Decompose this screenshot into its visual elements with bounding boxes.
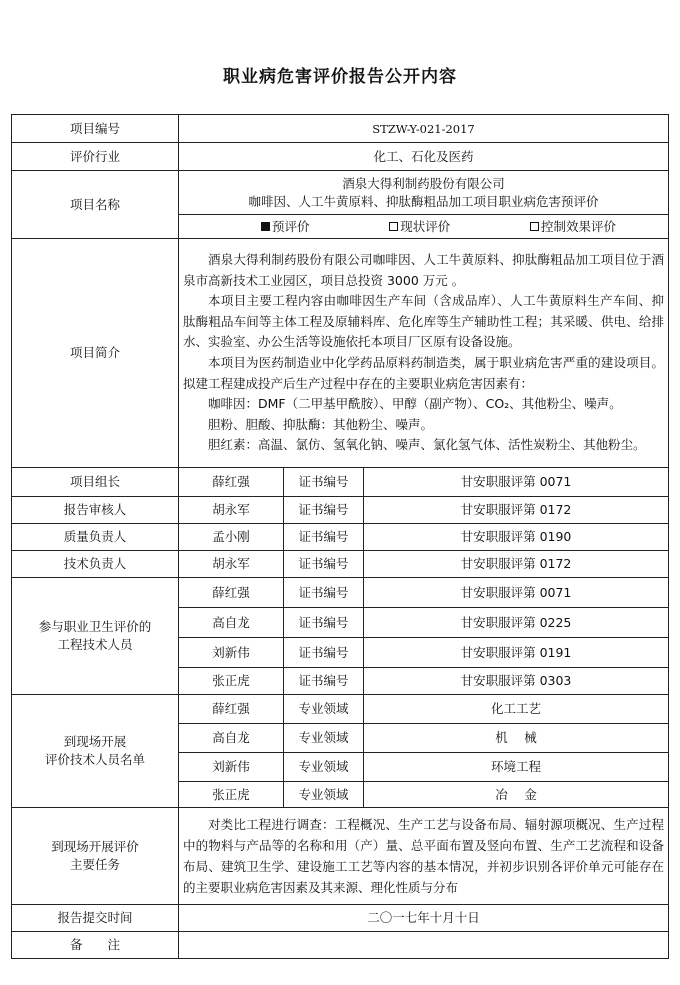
project-name-line2: 咖啡因、人工牛黄原料、抑肽酶粗品加工项目职业病危害预评价 — [248, 193, 599, 209]
onsite-label-line2: 评价技术人员名单 — [44, 752, 145, 767]
checkbox-empty-icon — [530, 222, 539, 231]
tech-label: 技术负责人 — [12, 551, 179, 578]
onsite-label-line1: 到现场开展 — [63, 734, 127, 749]
row-quality — [12, 524, 669, 551]
row-intro — [12, 239, 669, 468]
cert-label: 证书编号 — [284, 497, 364, 524]
tasks-label-line2: 主要任务 — [69, 857, 120, 872]
intro-paragraph: 咖啡因：DMF（二甲基甲酰胺）、甲醇（副产物）、CO₂、其他粉尘、噪声。 — [208, 396, 622, 412]
cert-label: 证书编号 — [284, 551, 364, 578]
industry-label: 评价行业 — [12, 143, 179, 171]
project-no-value: STZW-Y-021-2017 — [179, 115, 669, 143]
cert-label: 证书编号 — [284, 578, 364, 608]
tech-cert: 甘安职服评第 0172 — [364, 551, 669, 578]
row-project-name — [12, 171, 669, 215]
field-label: 专业领域 — [284, 695, 364, 724]
option-status-eval-label: 现状评价 — [400, 218, 451, 234]
option-control-eval-label: 控制效果评价 — [540, 218, 616, 234]
engineer-cert: 甘安职服评第 0225 — [364, 608, 669, 638]
engineers-label-line1: 参与职业卫生评价的 — [38, 619, 152, 634]
row-industry — [12, 143, 669, 171]
engineer-cert: 甘安职服评第 0303 — [364, 668, 669, 695]
quality-name: 孟小刚 — [179, 524, 284, 551]
quality-cert: 甘安职服评第 0190 — [364, 524, 669, 551]
option-pre-eval-label: 预评价 — [272, 218, 310, 234]
field-label: 专业领域 — [284, 782, 364, 808]
project-name-label: 项目名称 — [12, 171, 179, 239]
engineer-name: 高自龙 — [179, 608, 284, 638]
leader-name: 薛红强 — [179, 468, 284, 497]
tasks-text — [179, 808, 669, 905]
submit-value: 二〇一七年十月十日 — [179, 905, 669, 932]
intro-paragraph: 酒泉大得利制药股份有限公司咖啡因、人工牛黄原料、抑肽酶粗品加工项目位于酒泉市高新技术工业园区，项目总投资 3000 万元 。 — [183, 252, 664, 288]
option-status-eval[interactable] — [389, 218, 450, 236]
checkbox-checked-icon — [261, 222, 270, 231]
engineer-name: 张正虎 — [179, 668, 284, 695]
tech-name: 胡永军 — [179, 551, 284, 578]
row-reviewer — [12, 497, 669, 524]
quality-label: 质量负责人 — [12, 524, 179, 551]
row-engineer — [12, 578, 669, 608]
tasks-label-line1: 到现场开展评价 — [51, 839, 139, 854]
row-tasks — [12, 808, 669, 905]
engineers-label — [12, 578, 179, 695]
tasks-label — [12, 808, 179, 905]
tasks-paragraph: 对类比工程进行调查：工程概况、生产工艺与设备布局、辐射源项概况、生产过程中的物料与产品等的名称和用（产）量、总平面布置及竖向布置、生产工艺流程和设备布局、建筑卫生学、建设施工工艺等内容的基本情况，并初步识别各评价单元可能存在的主要职业病危害因素及其来源、理化性质与分布 — [183, 817, 664, 895]
onsite-name: 高自龙 — [179, 724, 284, 753]
cert-label: 证书编号 — [284, 468, 364, 497]
engineers-label-line2: 工程技术人员 — [57, 637, 133, 652]
reviewer-name: 胡永军 — [179, 497, 284, 524]
onsite-field: 冶 金 — [364, 782, 669, 808]
row-leader — [12, 468, 669, 497]
field-label: 专业领域 — [284, 753, 364, 782]
cert-label: 证书编号 — [284, 524, 364, 551]
onsite-name: 张正虎 — [179, 782, 284, 808]
onsite-field: 化工工艺 — [364, 695, 669, 724]
leader-cert: 甘安职服评第 0071 — [364, 468, 669, 497]
industry-value: 化工、石化及医药 — [179, 143, 669, 171]
reviewer-label: 报告审核人 — [12, 497, 179, 524]
project-no-label: 项目编号 — [12, 115, 179, 143]
engineer-cert: 甘安职服评第 0191 — [364, 638, 669, 668]
intro-paragraph: 本项目为医药制造业中化学药品原料药制造类，属于职业病危害严重的建设项目。拟建工程建成投产后生产过程中存在的主要职业病危害因素有： — [183, 355, 664, 391]
row-remark — [12, 932, 669, 959]
project-name-value — [179, 171, 669, 215]
row-onsite — [12, 695, 669, 724]
field-label: 专业领域 — [284, 724, 364, 753]
option-pre-eval[interactable] — [261, 218, 310, 236]
report-table — [11, 114, 669, 959]
project-name-line1: 酒泉大得利制药股份有限公司 — [342, 175, 505, 191]
option-control-eval[interactable] — [530, 218, 616, 236]
intro-paragraph: 胆粉、胆酸、抑肽酶：其他粉尘、噪声。 — [208, 416, 434, 432]
cert-label: 证书编号 — [284, 668, 364, 695]
intro-text — [179, 239, 669, 468]
cert-label: 证书编号 — [284, 608, 364, 638]
onsite-field: 环境工程 — [364, 753, 669, 782]
onsite-field: 机 械 — [364, 724, 669, 753]
checkbox-empty-icon — [389, 222, 398, 231]
eval-type-options — [179, 215, 669, 239]
row-project-no — [12, 115, 669, 143]
onsite-name: 薛红强 — [179, 695, 284, 724]
engineer-name: 刘新伟 — [179, 638, 284, 668]
row-tech — [12, 551, 669, 578]
remark-value — [179, 932, 669, 959]
reviewer-cert: 甘安职服评第 0172 — [364, 497, 669, 524]
intro-label: 项目简介 — [12, 239, 179, 468]
leader-label: 项目组长 — [12, 468, 179, 497]
onsite-label — [12, 695, 179, 808]
page-title: 职业病危害评价报告公开内容 — [223, 67, 457, 87]
cert-label: 证书编号 — [284, 638, 364, 668]
onsite-name: 刘新伟 — [179, 753, 284, 782]
remark-label: 备 注 — [12, 932, 179, 959]
engineer-cert: 甘安职服评第 0071 — [364, 578, 669, 608]
submit-label: 报告提交时间 — [12, 905, 179, 932]
row-submit — [12, 905, 669, 932]
intro-paragraph: 胆红素：高温、氯仿、氢氧化钠、噪声、氯化氢气体、活性炭粉尘、其他粉尘。 — [208, 437, 646, 453]
engineer-name: 薛红强 — [179, 578, 284, 608]
intro-paragraph: 本项目主要工程内容由咖啡因生产车间（含成品库）、人工牛黄原料生产车间、抑肽酶粗品车间等主体工程及原辅料库、危化库等生产辅助性工程；其采暖、供电、给排水、实验室、办公生活等设施依托本项目厂区原有设备设施。 — [183, 293, 664, 350]
